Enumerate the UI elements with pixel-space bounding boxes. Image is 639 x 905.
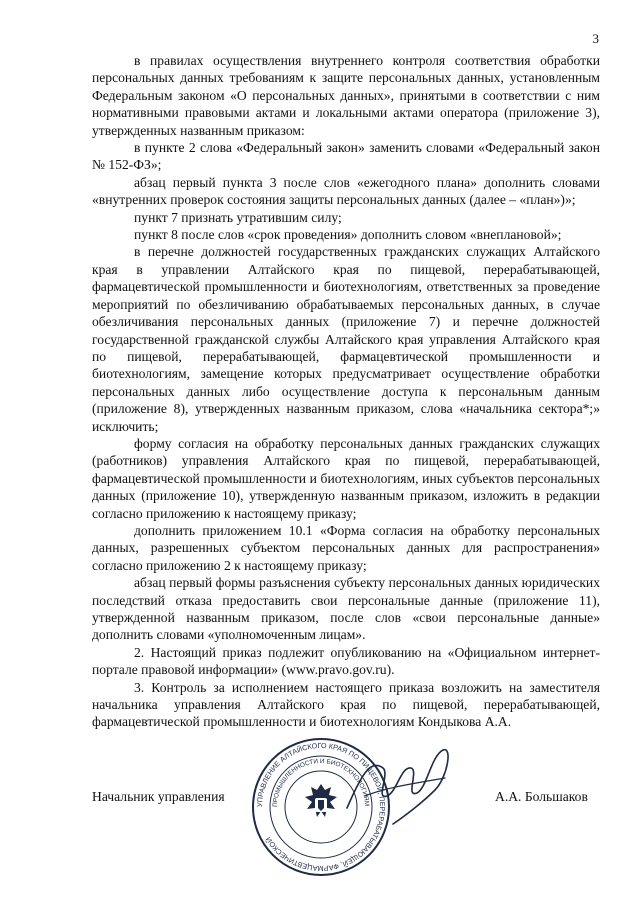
paragraph: 2. Настоящий приказ подлежит опубликованию на «Официальном интернет-портале правовой информации» (www.pravo.gov.ru). xyxy=(92,644,600,678)
coat-of-arms-emblem xyxy=(305,784,337,817)
paragraph: в перечне должностей государственных гражданских служащих Алтайского края в управлении Алтайского края по пищевой, перерабатывающей, фармацевтической промышленности и биотехнологиям, ответственных за проведение мероприятий по обезличиванию обрабатываемых персональных данных, в случае обезличивания персональных данных (приложение 7) и перечне должностей государственной гражданской службы Алтайского края управления Алтайского края по пищевой, перерабатывающей, фармацевтической промышленности и биотехнологиям, замещение которых предусматривает осуществление обработки персональных данных либо осуществление доступа к персональным данным (приложение 8), утвержденных названным приказом, слова «начальника сектора*;» исключить; xyxy=(92,244,600,434)
paragraph: абзац первый пункта 3 после слов «ежегодного плана» дополнить словами «внутренних проверок состояния защиты персональных данных (далее – «план»)»; xyxy=(92,174,600,208)
handwritten-signature xyxy=(335,738,465,838)
document-body xyxy=(92,52,600,731)
paragraph: абзац первый формы разъяснения субъекту персональных данных юридических последствий отказа предоставить свои персональные данные (приложение 11), утвержденной названным приказом, после слов «свои персональные данные» дополнить словами «уполномоченным лицам». xyxy=(92,575,600,643)
paragraph: форму согласия на обработку персональных данных гражданских служащих (работников) управления Алтайского края по пищевой, перерабатывающей, фармацевтической промышленности и биотехнологиям, иных субъектов персональных данных (приложение 10), утвержденную названным приказом, изложить в редакции согласно приложению к настоящему приказу; xyxy=(92,435,600,521)
paragraph: дополнить приложением 10.1 «Форма согласия на обработку персональных данных, разрешенных субъектом персональных данных для распространения» согласно приложению 2 к настоящему приказу; xyxy=(92,522,600,573)
paragraph: в пункте 2 слова «Федеральный закон» заменить словами «Федеральный закон № 152-ФЗ»; xyxy=(92,140,600,173)
signatory-name: А.А. Большаков xyxy=(495,789,588,804)
signatory-position: Начальник управления xyxy=(92,789,225,804)
seal-inner-text: ПРОМЫШЛЕННОСТИ И БИОТЕХНОЛОГИЯМ xyxy=(271,757,371,808)
paragraph: в правилах осуществления внутреннего контроля соответствия обработки персональных данных требованиям к защите персональных данных, установленным Федеральным законом «О персональных данных», принятыми в соответствии с ним нормативными правовыми актами и локальными актами оператора (приложение 3), утвержденных названным приказом: xyxy=(92,53,600,138)
page-number: 3 xyxy=(592,31,599,46)
paragraph: пункт 8 после слов «срок проведения» дополнить словом «внеплановой»; xyxy=(134,227,562,243)
seal-outer-text: УПРАВЛЕНИЕ АЛТАЙСКОГО КРАЯ ПО ПИЩЕВОЙ, ПЕРЕРАБАТЫВАЮЩЕЙ, ФАРМАЦЕВТИЧЕСКОЙ xyxy=(254,740,388,874)
paragraph: пункт 7 признать утратившим силу; xyxy=(134,209,342,225)
paragraph: 3. Контроль за исполнением настоящего приказа возложить на заместителя начальника управления Алтайского края по пищевой, перерабатывающей, фармацевтической промышленности и биотехнологиям Кондыкова А.А. xyxy=(92,679,600,730)
